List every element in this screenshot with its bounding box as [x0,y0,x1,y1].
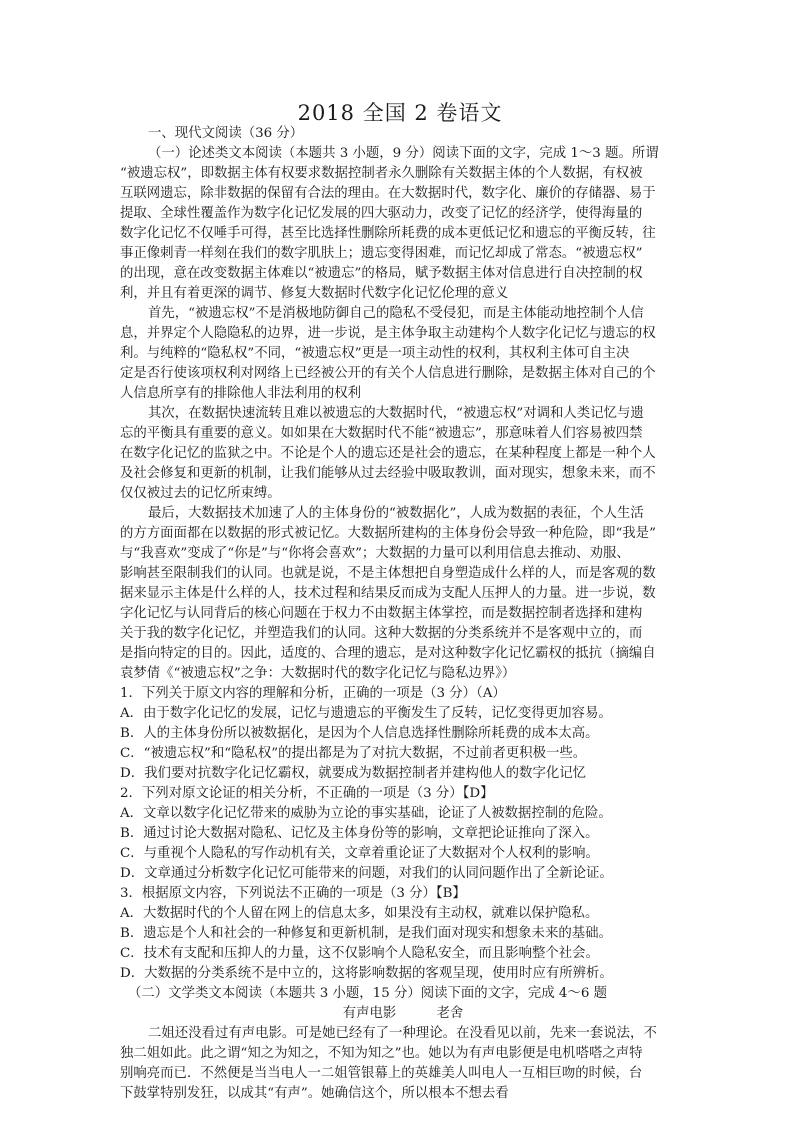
text-line: 与“我喜欢”变成了“你是”与“你将会喜欢”；大数据的力量可以利用信息去推动、劝服、 [120,546,630,561]
text-line: 忘的平衡具有重要的意义。如如果在大数据时代不能“被遗忘”，那意味着人们容易被四禁 [120,426,643,441]
question-stem: 1．下列关于原文内容的理解和分析，正确的一项是（3 分）（A） [120,686,506,701]
text-line: （一）论述类文本阅读（本题共 3 小题，9 分）阅读下面的文字，完成 1～3 题。所谓 [148,146,659,161]
text-line: 数字化记忆不仅唾手可得，甚至比选择性删除所耗费的成本更低记忆和遗忘的平衡反转，往 [120,226,656,241]
section-heading: （二）文学类文本阅读（本题共 3 小题，15 分）阅读下面的文字，完成 4～6 题 [128,986,607,1001]
text-line: 影响甚至限制我们的认同。也就是说，不是主体想把自身塑造成什么样的人，而是客观的数 [120,566,656,581]
text-line: 的出现，意在改变数据主体难以“被遗忘”的格局，赋予数据主体对信息进行自决控制的权 [120,266,643,281]
section-heading: 一、现代文阅读（36 分） [148,126,304,141]
answer-option: A．由于数字化记忆的发展，记忆与遗遗忘的平衡发生了反转，记忆变得更加容易。 [120,706,612,721]
answer-option: C．与重视个人隐私的写作动机有关，文章着重论证了大数据对个人权利的影响。 [120,846,599,861]
text-line: 在数字化记忆的监狱之中。不论是个人的遗忘还是社会的遗忘，在某种程度上都是一种个人 [120,446,656,461]
text-line: 的方方面面都在以数据的形式被记忆。大数据所建构的主体身份会导致一种危险，即“我是” [120,526,656,541]
text-line: 独二姐如此。此之谓“知之为知之，不知为知之”也。她以为有声电影便是电机嗒嗒之声特 [120,1046,643,1061]
answer-option: B．遗忘是个人和社会的一种修复和更新机制，是我们面对现实和想象未来的基础。 [120,926,612,941]
text-line: 仅仅被过去的记忆所束缚。 [120,486,281,501]
text-line: 其次，在数据快速流转且难以被遗忘的大数据时代，“被遗忘权”对调和人类记忆与遗 [148,406,644,421]
text-line: 利，并且有着更深的调节、修复大数据时代数字化记忆伦理的意义 [120,286,509,301]
text-line: 互联网遗忘，除非数据的保留有合法的理由。在大数据时代，数字化、廉价的存储器、易于 [120,186,656,201]
text-line: 据来显示主体是什么样的人，技术过程和结果反而成为支配人压押人的力量。进一步说，数 [120,586,656,601]
answer-option: A．大数据时代的个人留在网上的信息太多，如果没有主动权，就难以保护隐私。 [120,906,599,921]
text-line: 字化记忆与认同背后的核心问题在于权力不由数据主体掌控，而是数据控制者选择和建构 [120,606,643,621]
answer-option: B．人的主体身份所以被数据化，是因为个人信息选择性删除所耗费的成本太高。 [120,726,599,741]
answer-option: C．“被遗忘权”和“隐私权”的提出都是为了对抗大数据，不过前者更积极一些。 [120,746,587,761]
text-line: 关于我的数字化记忆，并塑造我们的认同。这种大数据的分类系统并不是客观中立的，而 [120,626,643,641]
answer-option: D．文章通过分析数字化记忆可能带来的问题，对我们的认同问题作出了全新论证。 [120,866,613,881]
question-stem: 2．下列对原文论证的相关分析，不正确的一项是（3 分）【D】 [120,786,494,801]
text-line: 首先，“被遗忘权”不是消极地防御自己的隐私不受侵犯，而是主体能动地控制个人信 [148,306,644,321]
text-line: 别响亮而已．不然便是当当电人一二姐管银幕上的英雄美人叫电人一互相巨吻的时候，台 [120,1066,643,1081]
text-line: “被遗忘权”，即数据主体有权要求数据控制者永久删除有关数据主体的个人数据，有权被 [120,166,643,181]
answer-option: C．技术有支配和压抑人的力量，这不仅影响个人隐私安全，而且影响整个社会。 [120,946,599,961]
text-line: 袁梦倩《“被遗忘权”之争：大数据时代的数字化记忆与隐私边界》） [120,666,516,681]
story-title: 有声电影 老舍 [342,1006,464,1021]
answer-option: A．文章以数字化记忆带来的威胁为立论的事实基础，论证了人被数据控制的危险。 [120,806,612,821]
text-line: 利。与纯粹的“隐私权”不同，“被遗忘权”更是一项主动性的权利，其权利主体可自主决 [120,346,630,361]
text-line: 人信息所享有的排除他人非法利用的权利 [120,386,362,401]
question-stem: 3．根据原文内容，下列说法不正确的一项是（3 分）【B】 [120,886,466,901]
text-line: 提取、全球性覆盖作为数字化记忆发展的四大驱动力，改变了记忆的经济学，使得海量的 [120,206,643,221]
answer-option: B．通过讨论大数据对隐私、记忆及主体身份等的影响，文章把论证推向了深入。 [120,826,599,841]
text-line: 是指向特定的目的。因此，适度的、合理的遗忘，是对这种数字化记忆霸权的抵抗（摘编自 [120,646,656,661]
answer-option: D．大数据的分类系统不是中立的，这将影响数据的客观呈现，使用时应有所辨析。 [120,966,613,981]
document-title: 2018 全国 2 卷语文 [297,101,503,125]
text-line: 最后，大数据技术加速了人的主体身份的“被数据化”，人成为数据的表征，个人生活 [148,506,644,521]
text-line: 息，并界定个人隐隐私的边界，进一步说，是主体争取主动建构个人数字化记忆与遗忘的权 [120,326,656,341]
text-line: 二姐还没看过有声电影。可是她已经有了一种理论。在没看见以前，先来一套说法，不 [148,1026,657,1041]
answer-option: D．我们要对抗数字化记忆霸权，就要成为数据控制者并建构他人的数字化记忆 [120,766,587,781]
text-line: 下鼓掌特别发狂，以成其“有声”。她确信这个，所以根本不想去看 [120,1086,509,1101]
text-line: 事正像刺青一样刻在我们的数字肌肤上；遗忘变得困难，而记忆却成了常态。“被遗忘权” [120,246,643,261]
text-line: 及社会修复和更新的机制，让我们能够从过去经验中吸取教训，面对现实，想象未来，而不 [120,466,656,481]
text-line: 定是否行使该项权利对网络上已经被公开的有关个人信息进行删除，是数据主体对自己的个 [120,366,656,381]
